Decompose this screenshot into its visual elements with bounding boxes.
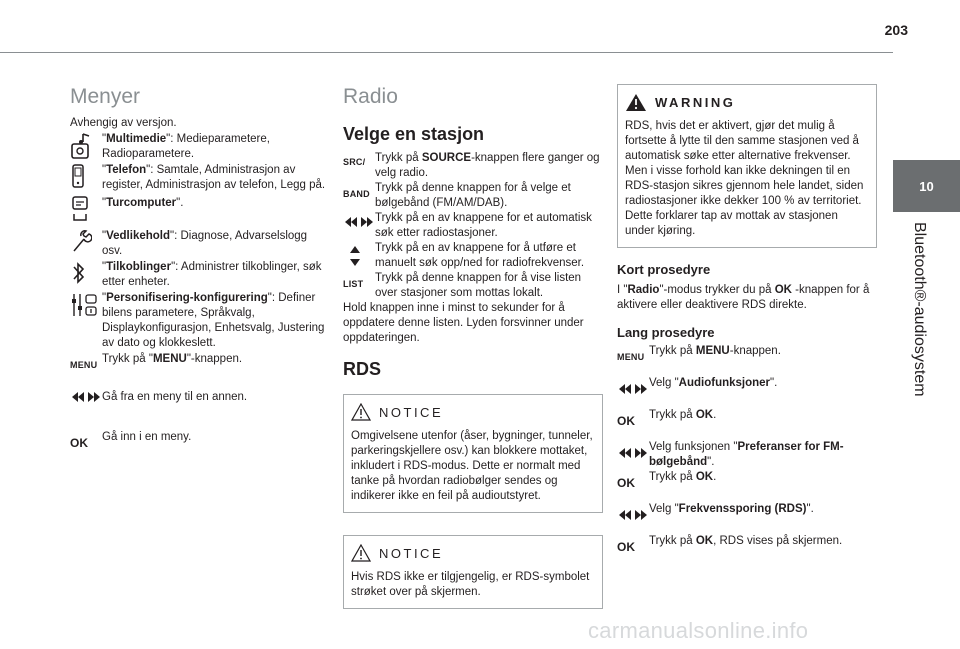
warning-text: RDS, hvis det er aktivert, gjør det mulig å fortsette å lytte til den samme stasjonen ved å automatisk søke etter alternative frekvenser. Men i visse forhold kan ikke dekningen til en RDS-stasjon sikres gjennom hele landet, siden radiostasjoner ikke dekker 100 % av territoriet. Dette forklarer tap av mottak av stasjonen under kjøring.	[625, 120, 864, 237]
kort-text: I "Radio"-modus trykker du på OK -knappen for å aktivere eller deaktivere RDS direkte.	[617, 284, 870, 311]
menu-button-row: MENU Trykk på "MENU"-knappen.	[70, 352, 326, 374]
left-right-arrows-icon	[617, 376, 649, 408]
trip-computer-icon	[70, 196, 102, 228]
band-row	[343, 181, 603, 211]
velge-stasjon-heading: Velge en stasjon	[343, 124, 485, 144]
lang-prosedyre-heading: Lang prosedyre	[617, 325, 715, 340]
ok-button-icon: OK	[70, 436, 88, 450]
left-right-arrows-icon	[70, 390, 102, 414]
hold-text: Hold knappen inne i minst to sekunder for å oppdatere denne listen. Lyden forsvinner under oppdateringen.	[343, 302, 584, 344]
menu-item-multimedia: "Multimedie": Medieparametere, Radioparametere.	[70, 132, 326, 162]
warning-title: WARNING	[655, 94, 736, 110]
notice-text: Hvis RDS ikke er tilgjengelig, er RDS-symbolet strøket over på skjermen.	[351, 571, 590, 598]
notice-text: Omgivelsene utenfor (åser, bygninger, tunneler, parkeringskjellere osv.) kan blokkere mottaket, inkludert i RDS-modus. Dette er normalt med tanke på hvordan radiobølger sendes og indikerer ikke en feil på audioutstyret.	[351, 430, 593, 502]
page-number: 203	[884, 22, 908, 38]
radio-heading: Radio	[343, 85, 398, 108]
menu-item-turcomputer: "Turcomputer".	[70, 196, 326, 228]
ok-row	[70, 430, 326, 454]
up-down-arrows-icon	[343, 241, 375, 271]
band-text: Trykk på denne knappen for å velge et bølgebånd (FM/AM/DAB).	[375, 182, 571, 209]
rds-heading: RDS	[343, 359, 382, 379]
arrows-row	[70, 390, 326, 414]
arrows-text: Gå fra en meny til en annen.	[102, 391, 248, 403]
menu-item-telefon: "Telefon": Samtale, Administrasjon av register, Administrasjon av telefon, Legg på.	[70, 163, 326, 193]
ok-button-icon: OK	[617, 476, 635, 490]
list-text: Trykk på denne knappen for å vise listen over stasjoner som mottas lokalt.	[375, 272, 582, 299]
chapter-title	[908, 222, 948, 432]
radio-column	[343, 84, 603, 609]
list-row	[343, 271, 603, 301]
menyer-column	[70, 84, 326, 454]
notice-box-1	[343, 394, 603, 513]
seek-text: Trykk på en av knappene for et automatisk søk etter radiostasjoner.	[375, 212, 592, 239]
watermark: carmanualsonline.info	[588, 618, 809, 643]
step-1: MENU Trykk på MENU-knappen.	[617, 344, 877, 376]
step-2: Velg "Audiofunksjoner".	[617, 376, 877, 408]
left-right-arrows-icon	[617, 440, 649, 470]
chapter-number: 10	[919, 178, 934, 194]
settings-icon	[70, 291, 102, 323]
ok-button-icon: OK	[617, 414, 635, 428]
step-7: OK Trykk på OK, RDS vises på skjermen.	[617, 534, 877, 564]
wrench-icon	[70, 229, 102, 259]
seek-row	[343, 211, 603, 241]
ok-text: Gå inn i en meny.	[102, 431, 192, 443]
menu-button-icon: MENU	[70, 360, 98, 370]
menyer-heading: Menyer	[70, 85, 141, 108]
menu-button-icon: MENU	[617, 352, 645, 362]
list-button-icon: LIST	[343, 279, 364, 289]
notice-icon	[351, 544, 371, 562]
source-row: SRC/ Trykk på SOURCE-knappen flere ganger og velg radio.	[343, 152, 600, 179]
music-icon	[70, 132, 102, 156]
notice-box-2	[343, 535, 603, 609]
seek-arrows-icon	[343, 211, 375, 241]
menu-item-tilkoblinger: "Tilkoblinger": Administrer tilkoblinger, søk etter enheter.	[70, 260, 326, 290]
step-4: Velg funksjonen "Preferanser for FM-bølgebånd".	[617, 440, 877, 470]
rds-procedure-column	[617, 84, 877, 564]
header-divider	[0, 52, 893, 53]
source-button-icon: SRC/	[343, 157, 366, 167]
notice-icon	[351, 403, 371, 421]
step-5: OK Trykk på OK.	[617, 470, 877, 502]
left-right-arrows-icon	[617, 502, 649, 534]
chapter-title-text: Bluetooth®-audiosystem	[911, 222, 928, 397]
phone-icon	[70, 163, 102, 193]
updown-row	[343, 241, 603, 271]
warning-icon	[625, 93, 647, 112]
step-3: OK Trykk på OK.	[617, 408, 877, 440]
updown-text: Trykk på en av knappene for å utføre et manuelt søk opp/ned for radiofrekvenser.	[375, 242, 585, 269]
notice-title: NOTICE	[379, 545, 444, 561]
warning-box	[617, 84, 877, 248]
band-button-icon: BAND	[343, 189, 370, 199]
menyer-intro: Avhengig av versjon.	[70, 117, 177, 129]
ok-button-icon: OK	[617, 540, 635, 554]
kort-prosedyre-heading: Kort prosedyre	[617, 262, 711, 277]
menu-item-vedlikehold: "Vedlikehold": Diagnose, Advarselslogg osv.	[70, 229, 326, 259]
notice-title: NOTICE	[379, 404, 444, 420]
bluetooth-icon	[70, 260, 102, 290]
chapter-tab	[893, 160, 960, 212]
step-6: Velg "Frekvenssporing (RDS)".	[617, 502, 877, 534]
menu-item-personifisering: "Personifisering-konfigurering": Definer bilens parametere, Språkvalg, Displaykonfigurasjon, Enhetsvalg, Justering av dato og klokkeslett.	[70, 291, 326, 351]
